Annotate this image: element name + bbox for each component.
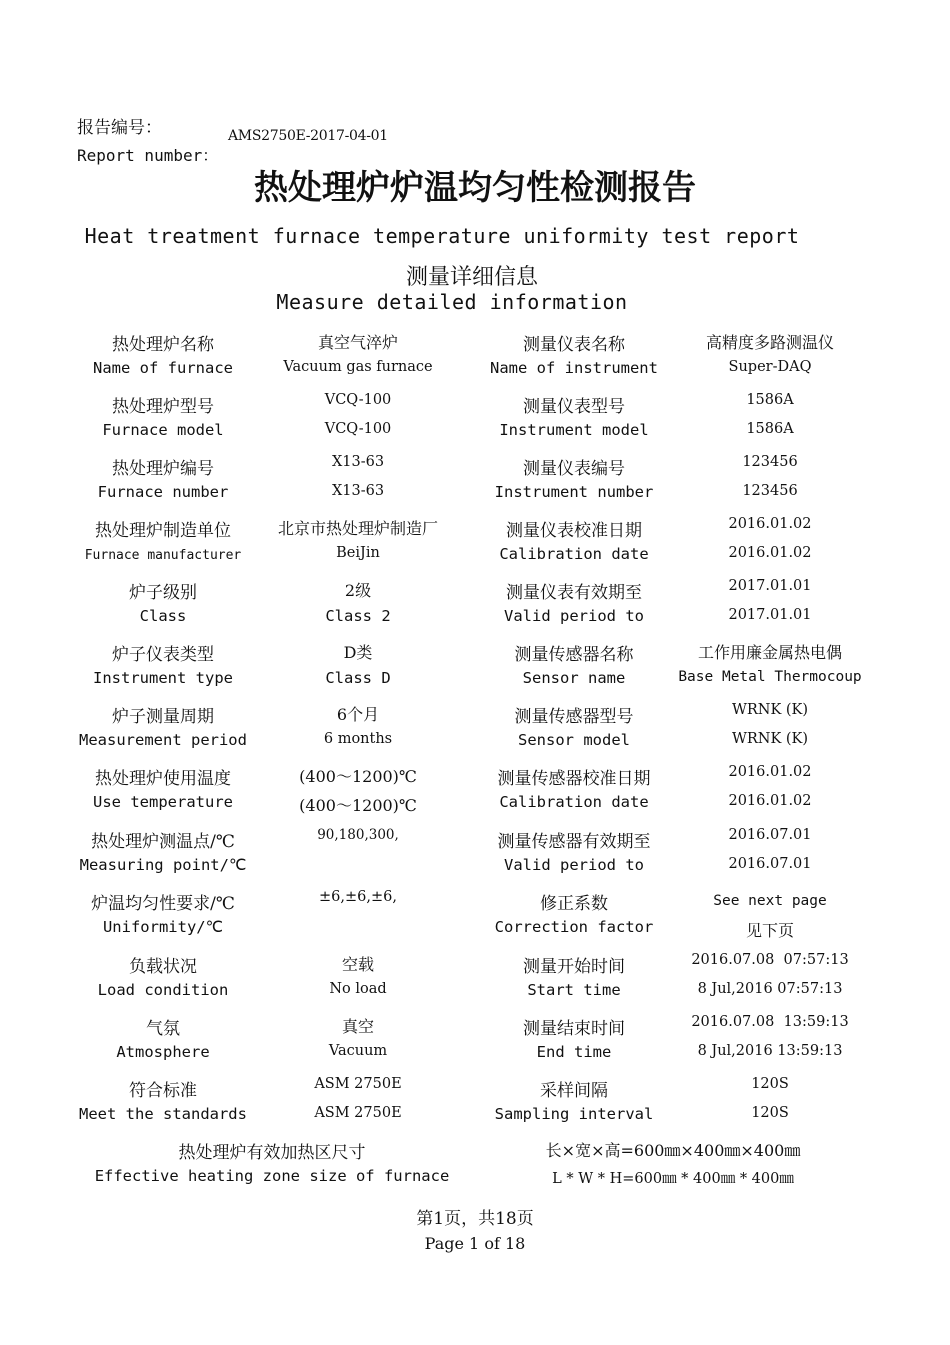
row-value-en: No load bbox=[329, 981, 387, 997]
row-value-right-en: Super-DAQ bbox=[728, 359, 812, 375]
row-value-zh: 2级 bbox=[344, 581, 372, 600]
row-label-right-zh: 测量传感器校准日期 bbox=[497, 769, 651, 789]
info-row-furnace-name bbox=[0, 330, 950, 392]
page-title-en: Heat treatment furnace temperature uniformity test report bbox=[84, 224, 800, 248]
row-label-en: Measuring point/℃ bbox=[79, 856, 247, 874]
row-value-right-zh: 2016.07.08 13:59:13 bbox=[691, 1014, 849, 1030]
row-label-right-en: Calibration date bbox=[499, 545, 649, 563]
row-value-right-zh: 工作用廉金属热电偶 bbox=[697, 643, 842, 662]
row-label-right-en: Start time bbox=[527, 981, 621, 999]
row-value-zh: ASM 2750E bbox=[314, 1076, 402, 1092]
row-label-right-en: Sensor name bbox=[522, 669, 626, 687]
row-label-zh: 热处理炉型号 bbox=[112, 397, 214, 417]
info-row-class bbox=[0, 578, 950, 640]
row-value-right-zh: 120S bbox=[751, 1076, 789, 1092]
row-value-en: Vacuum gas furnace bbox=[283, 359, 433, 375]
row-label-right-zh: 测量仪表校准日期 bbox=[506, 521, 642, 541]
row-label-zh: 炉温均匀性要求/℃ bbox=[91, 894, 235, 914]
report-number-label-en: Report number： bbox=[77, 146, 219, 165]
row-value-en: VCQ-100 bbox=[324, 421, 392, 437]
row-label-right-zh: 测量结束时间 bbox=[523, 1019, 625, 1039]
section-title-zh: 测量详细信息 bbox=[405, 265, 538, 290]
row-value-right-zh: 2016.07.01 bbox=[728, 827, 812, 843]
info-row-uniformity bbox=[0, 889, 950, 951]
row-label-right-zh: 测量传感器名称 bbox=[514, 645, 634, 665]
info-row-instrument-type bbox=[0, 640, 950, 702]
row-value-right-en: 1586A bbox=[746, 421, 794, 437]
row-label-right-en: Sampling interval bbox=[494, 1105, 654, 1123]
page-title-zh: 热处理炉炉温均匀性检测报告 bbox=[254, 168, 696, 208]
row-value-right-zh: 123456 bbox=[742, 454, 798, 470]
row-label-right-en: End time bbox=[536, 1043, 612, 1061]
row-value-zh: D类 bbox=[343, 643, 373, 662]
row-label-right-zh: 测量仪表名称 bbox=[523, 335, 625, 355]
row-value-en: ASM 2750E bbox=[314, 1105, 402, 1121]
row-label-en: Furnace number bbox=[97, 483, 229, 501]
row-label-right-zh: 测量仪表编号 bbox=[523, 459, 625, 479]
row-value-zh: 90,180,300, bbox=[317, 827, 399, 843]
row-value-zh: 6个月 bbox=[336, 705, 380, 724]
row-value-right-en: 123456 bbox=[742, 483, 798, 499]
info-row-furnace-model bbox=[0, 392, 950, 454]
row-value-right-zh: 高精度多路测温仪 bbox=[705, 333, 834, 352]
row-label-right-zh: 测量仪表有效期至 bbox=[506, 583, 642, 603]
section-title-en: Measure detailed information bbox=[276, 290, 628, 314]
row-value-en: Class D bbox=[325, 669, 391, 687]
info-row-standards bbox=[0, 1076, 950, 1138]
row-value-right-en: WRNK (K) bbox=[731, 731, 809, 747]
row-value-en: (400～1200)℃ bbox=[299, 796, 417, 815]
zone-value-zh: 长×宽×高=600㎜×400㎜×400㎜ bbox=[545, 1141, 801, 1160]
info-row-furnace-number bbox=[0, 454, 950, 516]
row-label-right-zh: 修正系数 bbox=[540, 894, 608, 914]
info-row-load-condition bbox=[0, 952, 950, 1014]
row-label-right-en: Calibration date bbox=[499, 793, 649, 811]
row-value-right-en: 见下页 bbox=[745, 921, 794, 940]
row-label-en: Furnace manufacturer bbox=[84, 548, 242, 563]
row-value-right-zh: 2016.01.02 bbox=[728, 764, 812, 780]
row-value-zh: ±6,±6,±6, bbox=[319, 889, 397, 905]
row-value-en: 6 months bbox=[323, 731, 393, 747]
row-value-right-en: 8 Jul,2016 13:59:13 bbox=[697, 1043, 843, 1059]
row-label-en: Furnace model bbox=[102, 421, 224, 439]
row-label-en: Instrument type bbox=[93, 669, 233, 687]
row-value-right-zh: 2017.01.01 bbox=[728, 578, 812, 594]
row-value-right-en: 2016.07.01 bbox=[728, 856, 812, 872]
info-row-heating-zone bbox=[0, 1138, 950, 1200]
row-value-zh: 真空 bbox=[341, 1017, 374, 1036]
zone-value-en: L * W * H=600㎜ * 400㎜ * 400㎜ bbox=[552, 1171, 794, 1187]
row-label-right-en: Sensor model bbox=[518, 731, 630, 749]
row-value-zh: VCQ-100 bbox=[324, 392, 392, 408]
row-label-en: Name of furnace bbox=[93, 359, 233, 377]
row-value-right-zh: See next page bbox=[713, 893, 827, 909]
row-value-right-en: 2016.01.02 bbox=[728, 545, 812, 561]
row-label-zh: 气氛 bbox=[146, 1019, 180, 1039]
row-label-zh: 热处理炉使用温度 bbox=[95, 769, 231, 789]
row-value-right-en: 8 Jul,2016 07:57:13 bbox=[697, 981, 843, 997]
row-label-right-en: Instrument number bbox=[494, 483, 654, 501]
row-label-zh: 热处理炉制造单位 bbox=[95, 521, 231, 541]
row-label-en: Measurement period bbox=[79, 731, 247, 749]
row-label-en: Uniformity/℃ bbox=[102, 918, 224, 936]
row-value-right-zh: WRNK (K) bbox=[731, 702, 809, 718]
row-label-en: Atmosphere bbox=[116, 1043, 210, 1061]
row-label-right-zh: 测量仪表型号 bbox=[523, 397, 625, 417]
row-label-zh: 热处理炉名称 bbox=[112, 335, 214, 355]
info-row-measuring-point bbox=[0, 827, 950, 889]
info-row-use-temperature bbox=[0, 764, 950, 826]
row-label-right-en: Name of instrument bbox=[490, 359, 658, 377]
row-value-right-zh: 1586A bbox=[746, 392, 794, 408]
row-value-en: Vacuum bbox=[328, 1043, 388, 1059]
row-value-en: BeiJin bbox=[336, 545, 380, 561]
row-value-right-en: 2016.01.02 bbox=[728, 793, 812, 809]
row-label-right-zh: 测量传感器有效期至 bbox=[497, 832, 651, 852]
row-label-right-zh: 测量开始时间 bbox=[523, 957, 625, 977]
row-label-right-zh: 采样间隔 bbox=[540, 1081, 608, 1101]
row-label-right-zh: 测量传感器型号 bbox=[514, 707, 634, 727]
report-number-value: AMS2750E-2017-04-01 bbox=[228, 128, 388, 144]
row-value-right-en: 120S bbox=[751, 1105, 789, 1121]
row-value-zh: 北京市热处理炉制造厂 bbox=[277, 519, 438, 538]
row-label-en: Load condition bbox=[97, 981, 229, 999]
row-value-right-zh: 2016.01.02 bbox=[728, 516, 812, 532]
row-label-right-en: Correction factor bbox=[494, 918, 654, 936]
row-label-zh: 热处理炉测温点/℃ bbox=[91, 832, 235, 852]
row-label-right-en: Valid period to bbox=[504, 607, 644, 625]
info-row-atmosphere bbox=[0, 1014, 950, 1076]
row-value-zh: X13-63 bbox=[331, 454, 385, 470]
row-value-right-en: 2017.01.01 bbox=[728, 607, 812, 623]
row-label-zh: 炉子仪表类型 bbox=[112, 645, 214, 665]
zone-label-en: Effective heating zone size of furnace bbox=[94, 1167, 450, 1185]
info-row-manufacturer bbox=[0, 516, 950, 578]
row-value-zh: 真空气淬炉 bbox=[317, 333, 398, 352]
row-label-en: Meet the standards bbox=[79, 1105, 247, 1123]
row-label-zh: 热处理炉编号 bbox=[112, 459, 214, 479]
page-counter-en: Page 1 of 18 bbox=[424, 1234, 526, 1253]
report-number-label-zh: 报告编号： bbox=[77, 118, 162, 138]
row-label-right-en: Instrument model bbox=[499, 421, 649, 439]
row-label-en: Class bbox=[139, 607, 187, 625]
row-value-zh: 空载 bbox=[341, 955, 374, 974]
row-label-en: Use temperature bbox=[93, 793, 233, 811]
row-label-zh: 炉子级别 bbox=[129, 583, 197, 603]
row-value-zh: (400～1200)℃ bbox=[299, 767, 417, 786]
page-counter-zh: 第1页，共18页 bbox=[416, 1209, 534, 1229]
row-value-right-zh: 2016.07.08 07:57:13 bbox=[691, 952, 849, 968]
row-label-zh: 符合标准 bbox=[129, 1081, 197, 1101]
row-value-right-en: Base Metal Thermocoup bbox=[678, 669, 862, 685]
zone-label-zh: 热处理炉有效加热区尺寸 bbox=[178, 1143, 366, 1163]
row-label-right-en: Valid period to bbox=[504, 856, 644, 874]
row-label-zh: 炉子测量周期 bbox=[112, 707, 214, 727]
row-value-en: X13-63 bbox=[331, 483, 385, 499]
info-row-measurement-period bbox=[0, 702, 950, 764]
row-value-en: Class 2 bbox=[325, 607, 391, 625]
row-label-zh: 负载状况 bbox=[129, 957, 197, 977]
